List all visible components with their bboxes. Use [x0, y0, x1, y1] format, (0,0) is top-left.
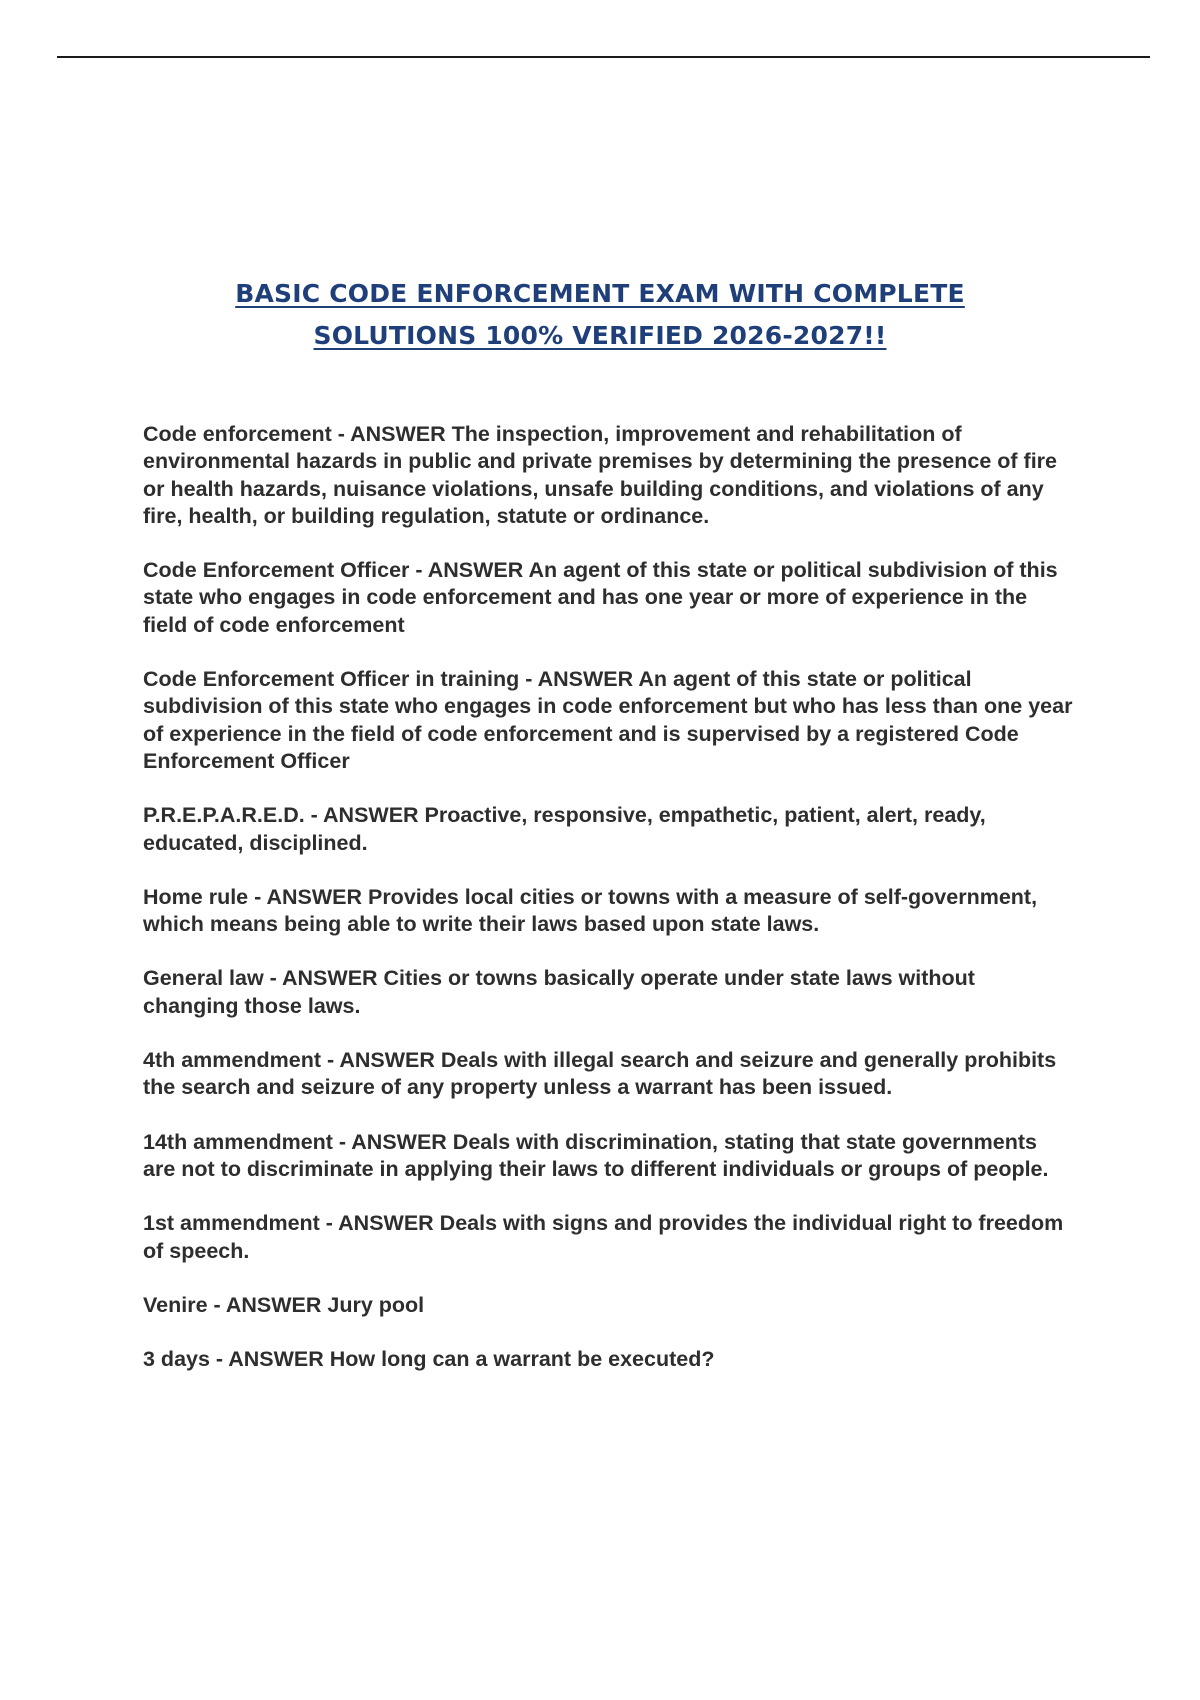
- document-title: [100, 273, 1100, 357]
- qa-entry-general-law: General law - ANSWER Cities or towns basically operate under state laws without changing those laws.: [143, 966, 975, 1018]
- qa-entry-1st-amendment: 1st ammendment - ANSWER Deals with signs and provides the individual right to freedom of speech.: [143, 1211, 1064, 1263]
- qa-entry-3-days: 3 days - ANSWER How long can a warrant be executed?: [143, 1347, 715, 1372]
- qa-entry-4th-amendment: 4th ammendment - ANSWER Deals with illegal search and seizure and generally prohibits the search and seizure of any property unless a warrant has been issued.: [143, 1048, 1057, 1100]
- title-line-2: SOLUTIONS 100% VERIFIED 2026-2027!!: [313, 321, 887, 350]
- header-divider: [57, 56, 1150, 58]
- qa-entry-code-enforcement-officer: Code Enforcement Officer - ANSWER An agent of this state or political subdivision of this state who engages in code enforcement and has one year or more of experience in the field of code enforcement: [143, 558, 1058, 637]
- qa-entry-14th-amendment: 14th ammendment - ANSWER Deals with discrimination, stating that state governments are not to discriminate in applying their laws to different individuals or groups of people.: [143, 1129, 1049, 1181]
- qa-entry-prepared: P.R.E.P.A.R.E.D. - ANSWER Proactive, responsive, empathetic, patient, alert, ready, educated, disciplined.: [143, 803, 986, 855]
- qa-entry-venire: Venire - ANSWER Jury pool: [143, 1292, 425, 1317]
- qa-list: [143, 421, 1073, 1400]
- title-line-1: BASIC CODE ENFORCEMENT EXAM WITH COMPLETE: [235, 279, 965, 308]
- qa-entry-officer-in-training: Code Enforcement Officer in training - ANSWER An agent of this state or political subdivision of this state who engages in code enforcement but who has less than one year of experience in the field of code enforcement and is supervised by a registered Code Enforcement Officer: [143, 667, 1073, 773]
- qa-entry-home-rule: Home rule - ANSWER Provides local cities or towns with a measure of self-government, which means being able to write their laws based upon state laws.: [143, 884, 1038, 937]
- qa-entry-code-enforcement: Code enforcement - ANSWER The inspection, improvement and rehabilitation of environmental hazards in public and private premises by determining the presence of fire or health hazards, nuisance violations, unsafe building conditions, and violations of any fire, health, or building regulation, statute or ordinance.: [143, 422, 1057, 528]
